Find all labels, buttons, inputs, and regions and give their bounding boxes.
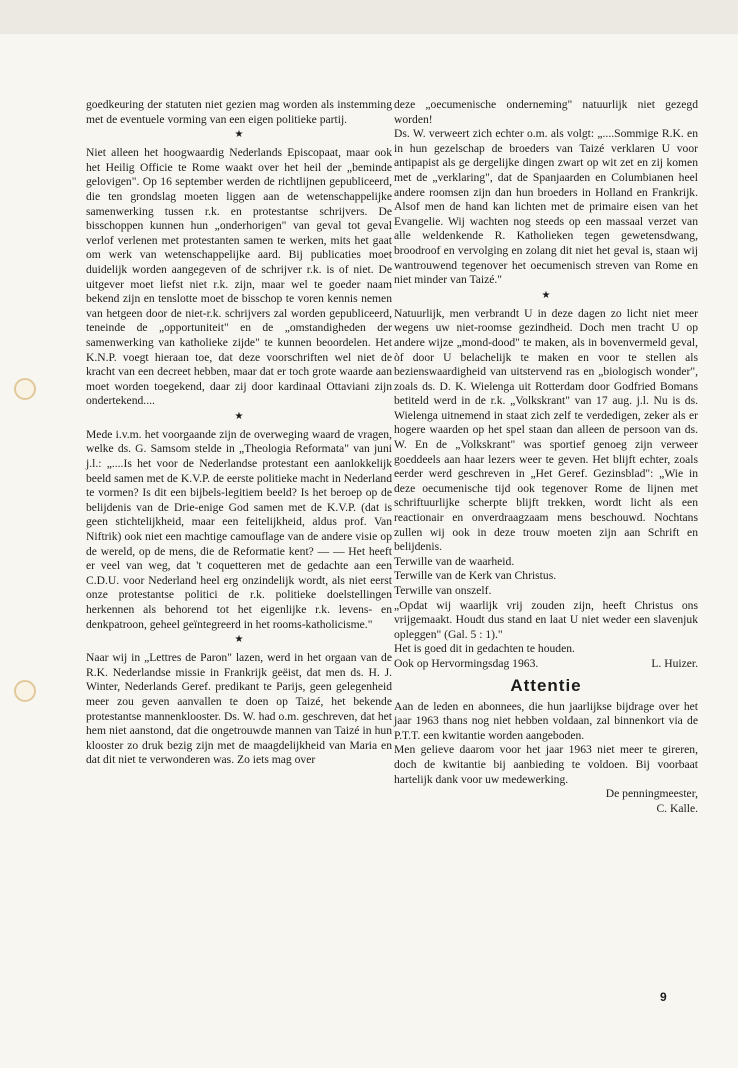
section-heading: Attentie <box>510 675 582 695</box>
section-divider-star: ★ <box>234 129 244 141</box>
section-divider-star: ★ <box>541 289 551 301</box>
paragraph: Niet alleen het hoogwaardig Nederlands Episcopaat, maar ook het Heilig Officie te Rome waakt over het heil der „beminde gelovigen". Op 16 september werden de richtlijnen gepubliceerd, die ten grondslag moeten liggen aan de wetenschappelijke samenwerking tussen r.k. en protestantse schrijvers. De bisschoppen kunnen hun „onderhorigen" van geval tot geval verlof verlenen met protestanten samen te werken, mits het gaat om werk van wetenschappelijke aard. Bij publicaties moet duidelijk worden aangegeven of de schrijver r.k. is of niet. De uitgever moet liefst niet r.k. zijn, maar wel te goeder naam bekend zijn en tenslotte moet de bisschop te voren kennis nemen van hetgeen door de niet-r.k. schrijvers zal worden gepubliceerd, teneinde de „opportuniteit" en de „omstandigheden der samenwerking van katholieke zijde" te kunnen beoordelen. Het K.N.P. voegt hieraan toe, dat deze voorschriften wel niet de kracht van een decreet hebben, maar dat er toch grote waarde aan moet worden toegekend, daar zij door kardinaal Ottaviani zijn ondertekend.... <box>86 146 392 408</box>
punch-hole-mark <box>14 680 36 702</box>
paragraph: Mede i.v.m. het voorgaande zijn de overweging waard de vragen, welke ds. G. Samsom stelde in „Theologia Reformata" van juni j.l.: „....Is het voor de Nederlandse protestant een aanlokkelijk beeld samen met de K.V.P. de eerste politieke macht in Nederland te vormen? Is dit een bijbels-legitiem beeld? Is het beroep op de belijdenis van de Drie-enige God samen met de K.V.P. (dat is geen stichtelijkheid, maar een feitelijkheid, aldus prof. Van Niftrik) ook niet een machtige camouflage van de andere visie op de wereld, op de mens, die de Reformatie kent? — — Het heeft er veel van weg, dat 't coquetteren met de gedachte aan een C.D.U. voor Nederland heel erg onzindelijk wordt, als niet eerst onze protestantse politici de r.k. politieke doelstellingen herkennen als behorend tot het eigenlijke r.k. levens- en denkpatroon, geheel geïntegreerd in het rooms-katholicisme." <box>86 427 392 631</box>
paragraph: Naar wij in „Lettres de Paron" lazen, werd in het orgaan van de R.K. Nederlandse missie in Frankrijk geëist, dat men ds. H. J. Winter, Nederlands Geref. predikant te Parijs, geen gelegenheid meer zou geven aanvallen te doen op Taizé, het bekende protestantse mannenklooster. Ds. W. had o.m. geschreven, dat het hem niet aanstond, dat die ongetrouwde mannen van Taizé in hun klooster zo druk bezig zijn met de maagdelijkheid van Maria en dat dit niet te verwonderen was. Zo iets mag over <box>86 651 392 767</box>
page-number: 9 <box>660 990 667 1004</box>
paragraph: Terwille van onszelf. <box>394 584 492 597</box>
paragraph: Men gelieve daarom voor het jaar 1963 niet meer te gireren, doch de kwitantie bij aanbieding te voldoen. Bij voorbaat hartelijk dank voor uw medewerking. <box>394 743 698 786</box>
paragraph: Natuurlijk, men verbrandt U in deze dagen zo licht niet meer wegens uw niet-roomse gezindheid. Doch men tracht U op andere wijze „mond-dood" te maken, als in bovenvermeld geval, òf door U belachelijk te maken en voor te stellen als bezienswaardigheid van uitstervend ras en „biologisch wonder", zoals ds. D. K. Wielenga uit Rotterdam door Godfried Bomans betiteld werd in de r.k. „Volkskrant" van 17 aug. j.l. Nu is ds. Wielenga uitnemend in staat zich zelf te verdedigen, zeker als er hogere waarden op het spel staan dan alleen de persoon van ds. W. En de „Volkskrant" was sportief genoeg zijn verweer goeddeels aan haar lezers weer te geven. Het blijft echter, zoals eerder werd geschreven in „Het Geref. Gezinsblad": „Wie in deze oecumenische tijd ook tegenover Rome de lijnen met schriftuurlijke scherpte blijft trekken, wordt licht als een reactionair en onverdraagzaam mens beschouwd. Nochtans zullen wij ook in deze trouw moeten zijn aan Schrift en belijdenis. <box>394 306 698 554</box>
signature-text: De penningmeester, <box>605 787 698 801</box>
paragraph: Het is goed dit in gedachten te houden. <box>394 642 575 656</box>
punch-hole-mark <box>14 378 36 400</box>
paragraph: Aan de leden en abonnees, die hun jaarlijkse bijdrage over het jaar 1963 thans nog niet hebben voldaan, zal binnenkort via de P.T.T. een kwitantie worden aangeboden. <box>394 699 698 742</box>
top-margin-band <box>0 0 738 34</box>
paragraph: goedkeuring der statuten niet gezien mag worden als instemming met de eventuele vorming van een eigen politieke partij. <box>86 98 392 126</box>
left-text-column <box>86 98 392 768</box>
signature-date: Ook op Hervormingsdag 1963. <box>394 656 539 670</box>
paragraph: „Opdat wij waarlijk vrij zouden zijn, heeft Christus ons vrijgemaakt. Houdt dus stand en laat U niet weder een slavenjuk opleggen" (Gal. 5 : 1)." <box>394 598 698 641</box>
right-text-column <box>394 98 698 816</box>
section-divider-star: ★ <box>234 410 244 422</box>
signature-author: L. Huizer. <box>651 656 698 670</box>
section-divider-star: ★ <box>234 634 244 646</box>
paragraph: Terwille van de Kerk van Christus. <box>394 569 557 583</box>
signature-text: C. Kalle. <box>656 801 698 815</box>
paragraph: deze „oecumenische onderneming" natuurlijk niet gezegd worden! <box>394 98 698 126</box>
signature-line <box>394 657 698 672</box>
paragraph: Ds. W. verweert zich echter o.m. als volgt: „....Sommige R.K. en in hun gezelschap de broeders van Taizé verklaren U voor antipapist als ge dergelijke dingen zwart op wit zet en zij komen met de „verklaring", dat de Spanjaarden en Columbianen heel andere roomsen zijn dan hun broeders in Holland en Frankrijk. Alsof men de hand kan lichten met de primaire eisen van het Evangelie. Wij wachten nog steeds op een massaal verzet van alle weldenkende R. Katholieken tegen gewetensdwang, broodroof en vervolging en zolang dit niet het geval is, staan wij wantrouwend tegenover het oecumenisch streven van Rome en niet minder van Taizé." <box>394 127 698 287</box>
paragraph: Terwille van de waarheid. <box>394 554 515 568</box>
